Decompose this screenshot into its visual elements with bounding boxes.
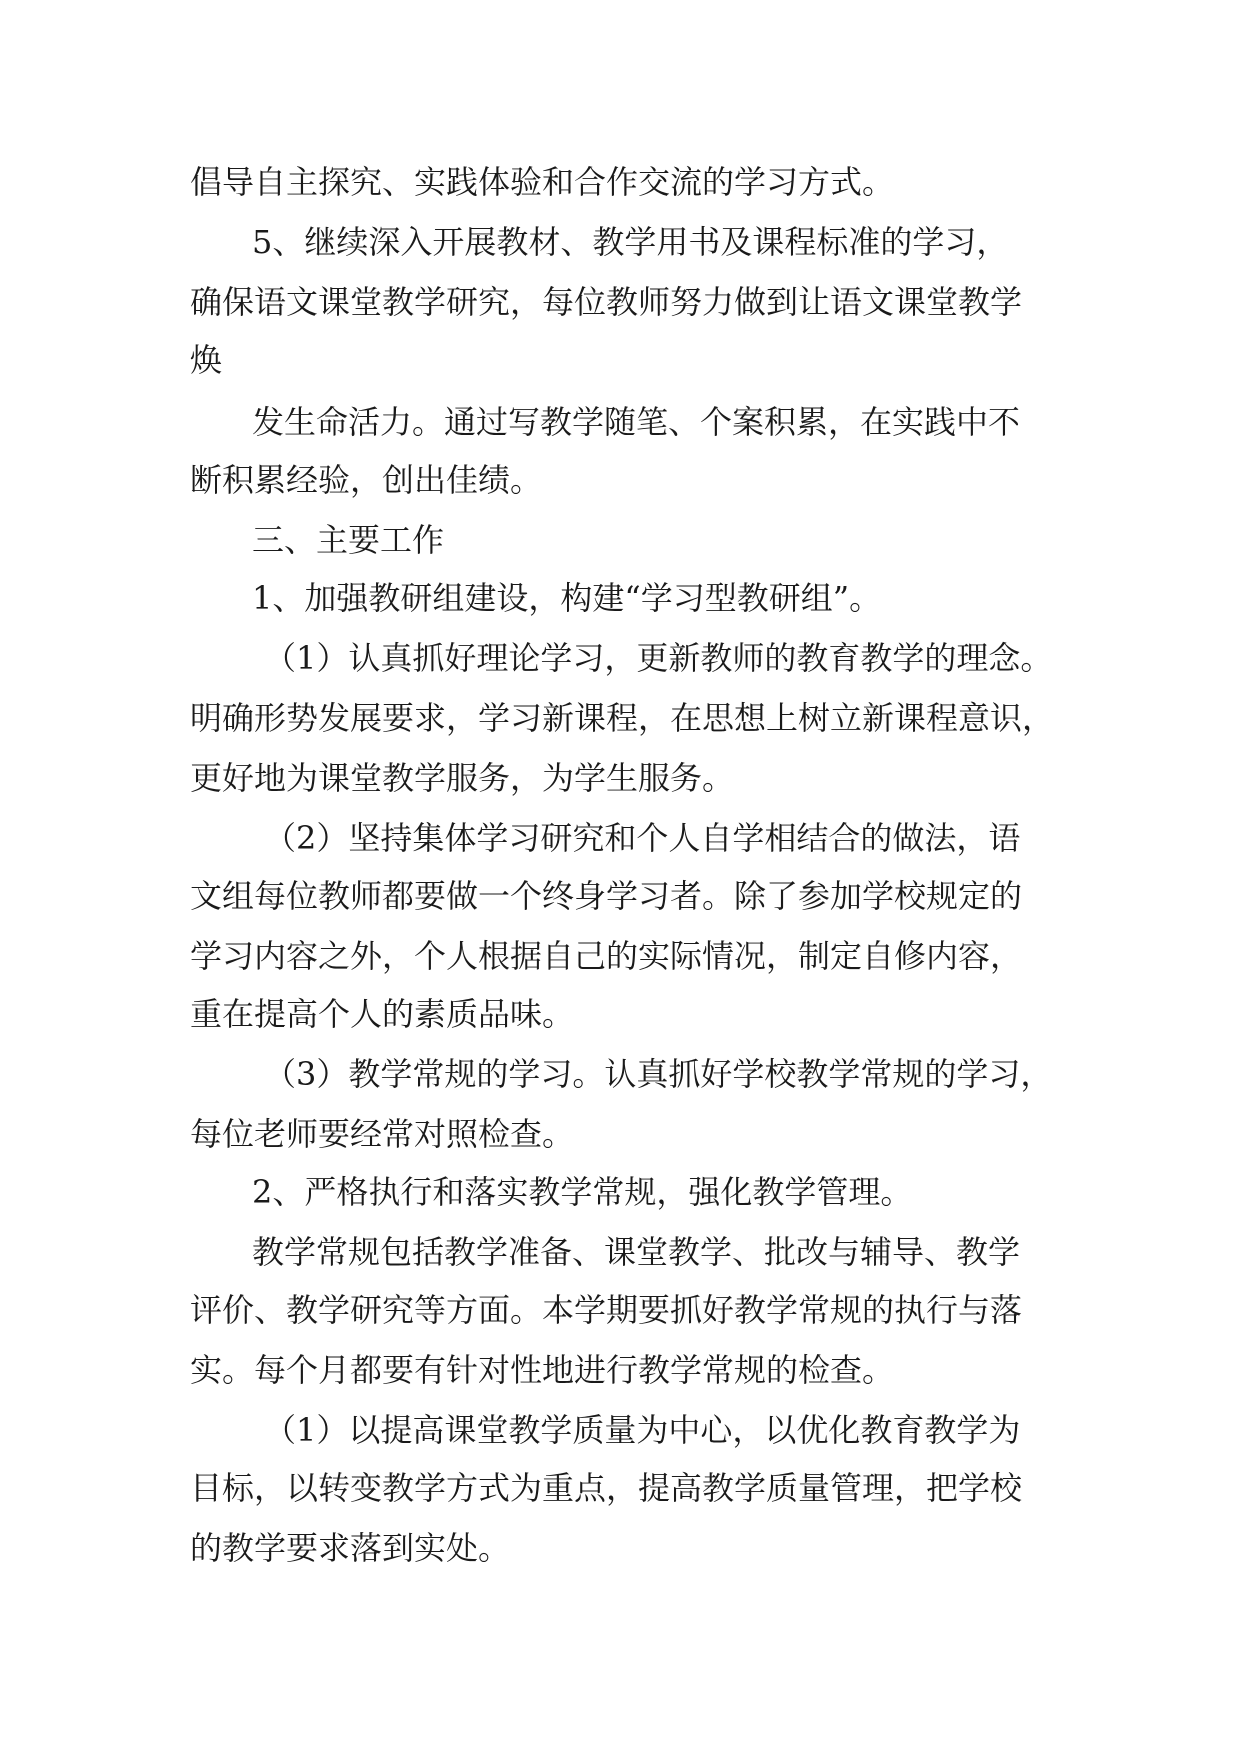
text-line: 发生命活力。通过写教学随笔、个案积累，在实践中不 bbox=[252, 403, 1021, 441]
text-line: 文组每位教师都要做一个终身学习者。除了参加学校规定的 bbox=[190, 877, 1023, 915]
text-line: 倡导自主探究、实践体验和合作交流的学习方式。 bbox=[190, 163, 895, 201]
text-line: （3）教学常规的学习。认真抓好学校教学常规的学习， bbox=[264, 1055, 1053, 1093]
text-line: 1、加强教研组建设，构建“学习型教研组”。 bbox=[252, 579, 882, 617]
text-line: 学习内容之外，个人根据自己的实际情况，制定自修内容， bbox=[190, 937, 1023, 975]
text-line: 实。每个月都要有针对性地进行教学常规的检查。 bbox=[190, 1351, 895, 1389]
section-heading: 三、主要工作 bbox=[252, 521, 445, 559]
text-line: 重在提高个人的素质品味。 bbox=[190, 995, 575, 1033]
text-line: 2、严格执行和落实教学常规，强化教学管理。 bbox=[252, 1173, 913, 1211]
text-line: （2）坚持集体学习研究和个人自学相结合的做法，语 bbox=[264, 819, 1021, 857]
text-line: （1）认真抓好理论学习，更新教师的教育教学的理念。 bbox=[264, 639, 1053, 677]
text-line: 明确形势发展要求，学习新课程，在思想上树立新课程意识， bbox=[190, 699, 1055, 737]
text-line: 5、继续深入开展教材、教学用书及课程标准的学习， bbox=[252, 223, 1009, 261]
text-line: 目标，以转变教学方式为重点，提高教学质量管理，把学校 bbox=[190, 1469, 1023, 1507]
text-line: （1）以提高课堂教学质量为中心，以优化教育教学为 bbox=[264, 1411, 1021, 1449]
text-line: 确保语文课堂教学研究，每位教师努力做到让语文课堂教学 bbox=[190, 283, 1023, 321]
text-line: 更好地为课堂教学服务，为学生服务。 bbox=[190, 759, 735, 797]
text-line: 评价、教学研究等方面。本学期要抓好教学常规的执行与落 bbox=[190, 1291, 1023, 1329]
text-line: 焕 bbox=[190, 341, 223, 379]
text-line: 断积累经验，创出佳绩。 bbox=[190, 461, 543, 499]
text-line: 教学常规包括教学准备、课堂教学、批改与辅导、教学 bbox=[252, 1233, 1021, 1271]
text-line: 的教学要求落到实处。 bbox=[190, 1529, 511, 1567]
text-line: 每位老师要经常对照检查。 bbox=[190, 1115, 575, 1153]
